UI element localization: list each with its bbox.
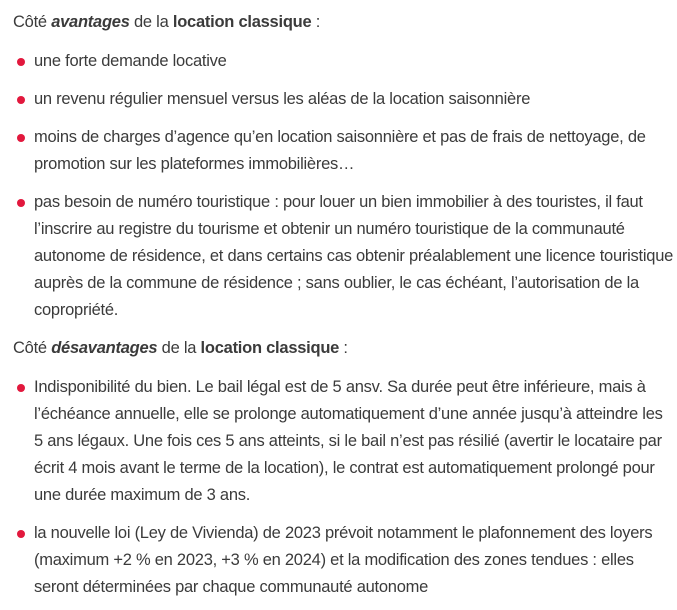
heading-text: de la xyxy=(157,339,201,357)
list-item xyxy=(13,48,675,75)
bullet-icon xyxy=(17,134,25,142)
bullet-icon xyxy=(17,58,25,66)
list-item xyxy=(13,520,675,601)
heading-text: Côté xyxy=(13,339,52,357)
heading-text: Côté xyxy=(13,13,52,31)
list-item xyxy=(13,124,675,178)
list-item xyxy=(13,374,675,509)
list-item xyxy=(13,189,675,324)
list-item-text: une forte demande locative xyxy=(34,52,227,70)
bullet-icon xyxy=(17,199,25,207)
heading-emphasis: désavantages xyxy=(51,339,158,357)
list-item xyxy=(13,86,675,113)
list-item-text: la nouvelle loi (Ley de Vivienda) de 2023 prévoit notamment le plafonnement des loyers (maximum +2 % en 2023, +3 % en 2024) et la modification des zones tendues : elles seront déterminées par chaque communauté autonome xyxy=(34,524,653,596)
heading-strong: location classique xyxy=(172,13,312,31)
list-item-text: moins de charges d’agence qu’en location saisonnière et pas de frais de nettoyage, de promotion sur les plateformes immobilières… xyxy=(34,128,646,173)
list-item-text: un revenu régulier mensuel versus les aléas de la location saisonnière xyxy=(34,90,531,108)
advantages-heading xyxy=(13,9,675,36)
bullet-icon xyxy=(17,530,25,538)
heading-text: : xyxy=(339,339,348,357)
list-item-text: pas besoin de numéro touristique : pour louer un bien immobilier à des touristes, il faut l’inscrire au registre du tourisme et obtenir un numéro touristique de la communauté autonome de résidence, et dans certains cas obtenir préalablement une licence touristique auprès de la commune de résidence ; sans oublier, le cas échéant, l’autorisation de la copropriété. xyxy=(34,193,674,319)
heading-strong: location classique xyxy=(200,339,340,357)
list-item-text: Indisponibilité du bien. Le bail légal est de 5 ansv. Sa durée peut être inférieure, mais à l’échéance annuelle, elle se prolonge automatiquement d’une année jusqu’à atteindre les 5 ans légaux. Une fois ces 5 ans atteints, si le bail n’est pas résilié (avertir le locataire par écrit 4 mois avant le terme de la location), le contrat est automatiquement prolongé pour une durée maximum de 3 ans. xyxy=(34,378,663,504)
bullet-icon xyxy=(17,384,25,392)
disadvantages-heading xyxy=(13,335,675,362)
bullet-icon xyxy=(17,96,25,104)
heading-emphasis: avantages xyxy=(51,13,130,31)
heading-text: de la xyxy=(129,13,173,31)
disadvantages-list xyxy=(13,374,675,601)
advantages-list xyxy=(13,48,675,324)
heading-text: : xyxy=(311,13,321,31)
